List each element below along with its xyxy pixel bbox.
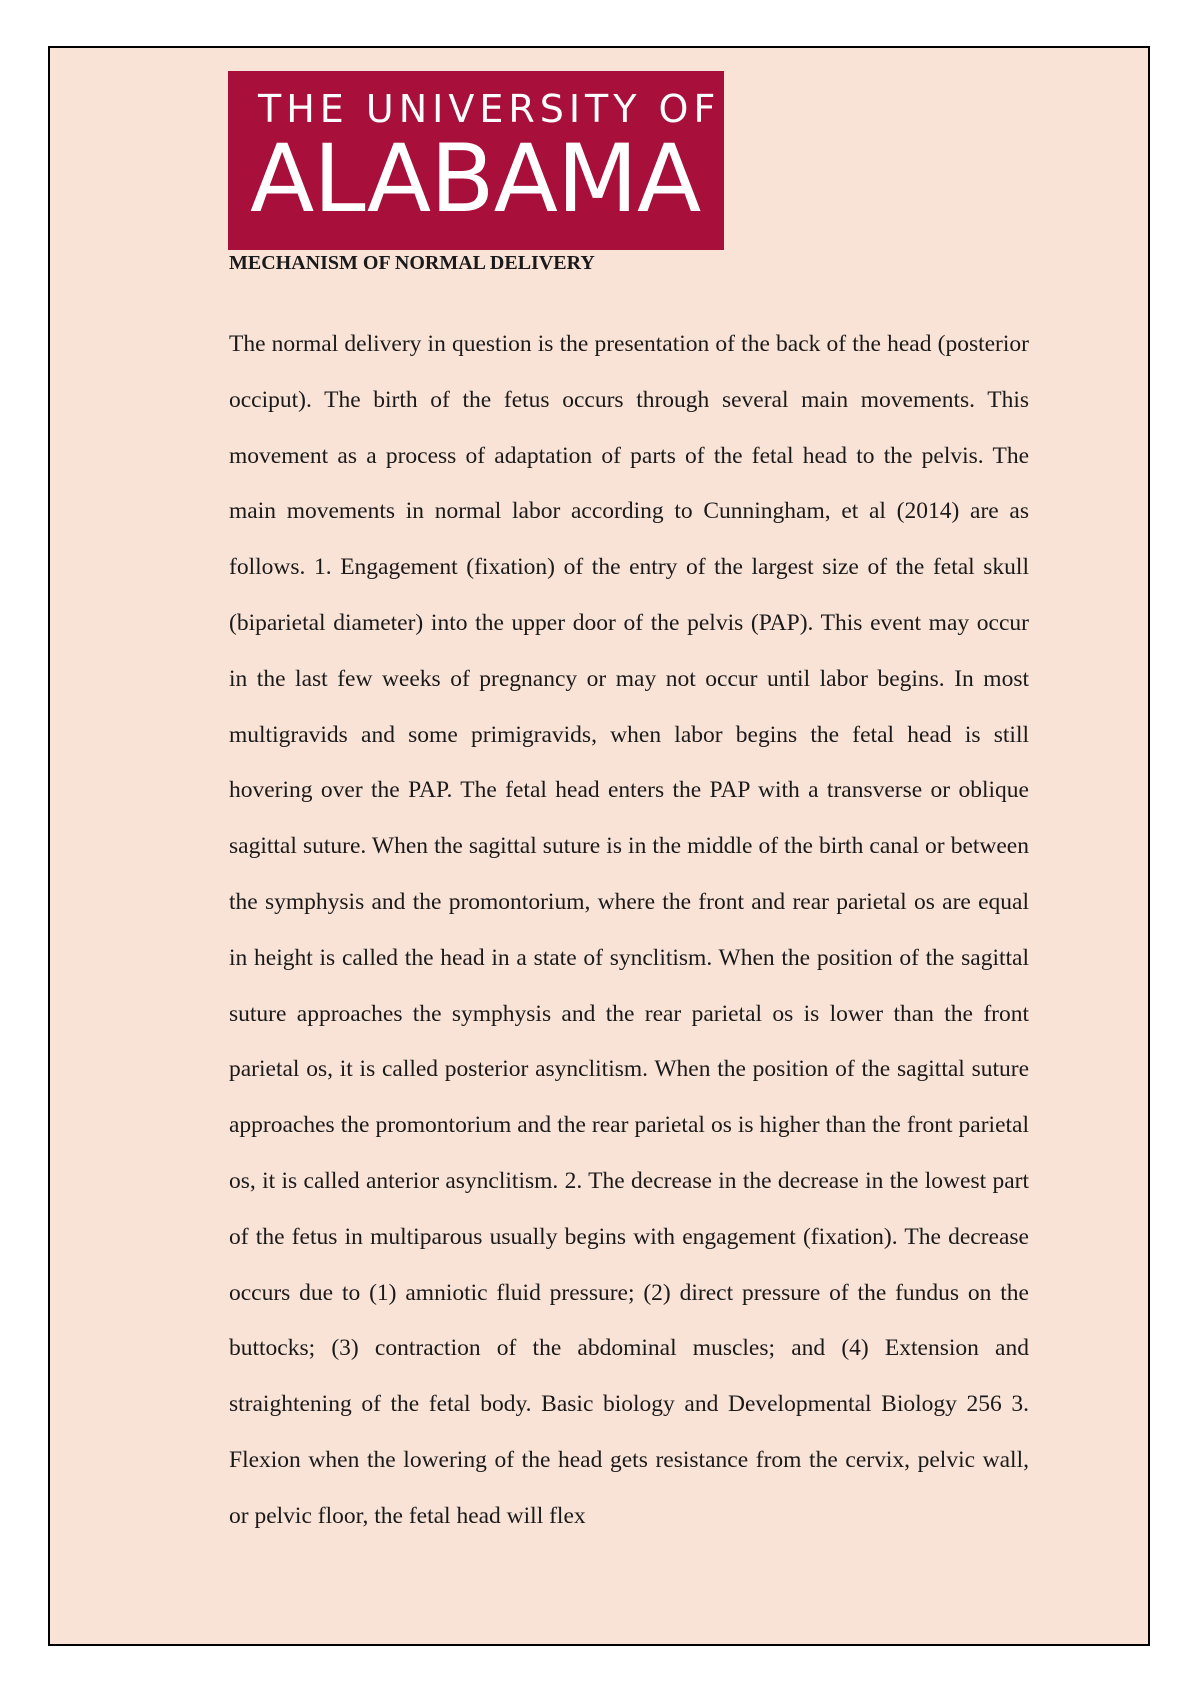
logo-line-university-of: THE UNIVERSITY OF [258,87,721,131]
document-body-paragraph: The normal delivery in question is the presentation of the back of the head (posterior occiput). The birth of the fetus occurs through several main movements. This movement as a process of adaptation of parts of the fetal head to the pelvis. The main movements in normal labor according to Cunningham, et al (2014) are as follows. 1. Engagement (fixation) of the entry of the largest size of the fetal skull (biparietal diameter) into the upper door of the pelvis (PAP). This event may occur in the last few weeks of pregnancy or may not occur until labor begins. In most multigravids and some primigravids, when labor begins the fetal head is still hovering over the PAP. The fetal head enters the PAP with a transverse or oblique sagittal suture. When the sagittal suture is in the middle of the birth canal or between the symphysis and the promontorium, where the front and rear parietal os are equal in height is called the head in a state of synclitism. When the position of the sagittal suture approaches the symphysis and the rear parietal os is lower than the front parietal os, it is called posterior asynclitism. When the position of the sagittal suture approaches the promontorium and the rear parietal os is higher than the front parietal os, it is called anterior asynclitism. 2. The decrease in the decrease in the lowest part of the fetus in multiparous usually begins with engagement (fixation). The decrease occurs due to (1) amniotic fluid pressure; (2) direct pressure of the fundus on the buttocks; (3) contraction of the abdominal muscles; and (4) Extension and straightening of the fetal body. Basic biology and Developmental Biology 256 3. Flexion when the lowering of the head gets resistance from the cervix, pelvic wall, or pelvic floor, the fetal head will flex [229,331,1029,1529]
document-heading: MECHANISM OF NORMAL DELIVERY [229,252,595,274]
logo-line-alabama: ALABAMA [250,125,701,234]
university-logo [228,71,724,250]
